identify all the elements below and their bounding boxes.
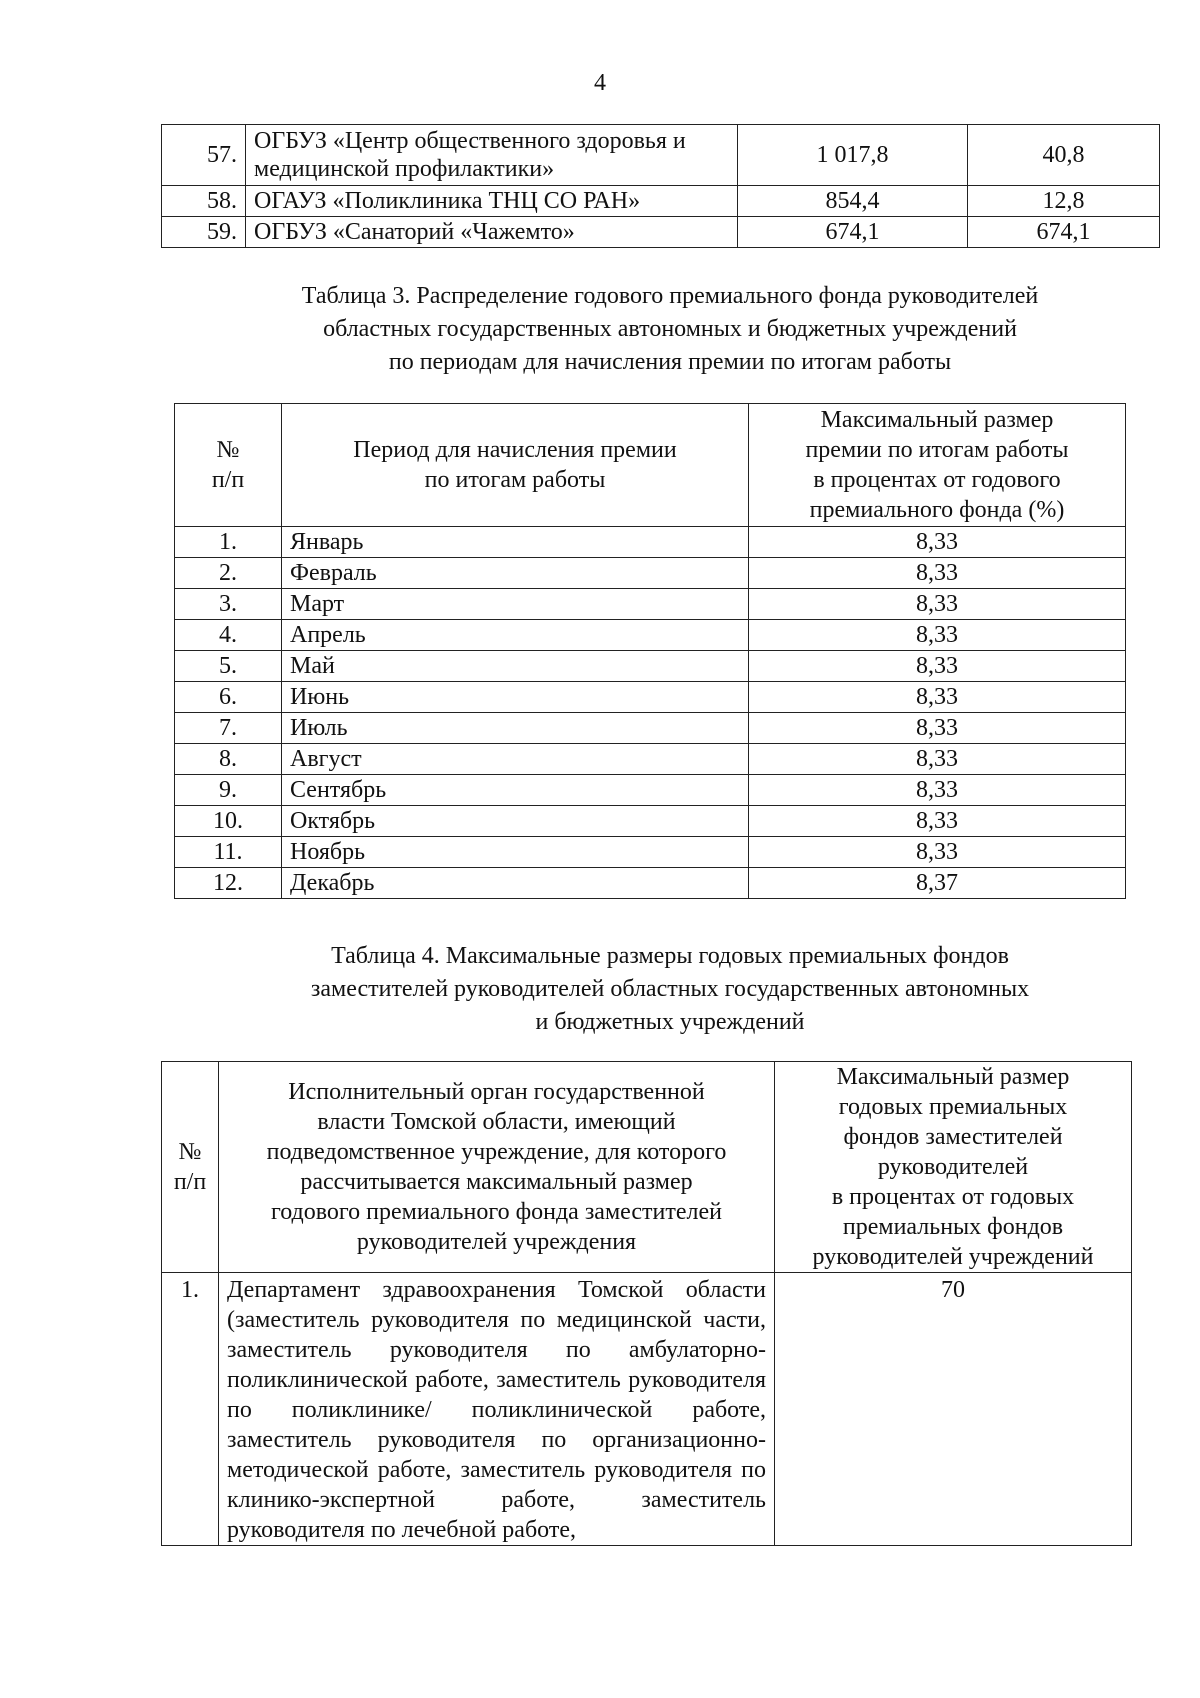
table4-caption bbox=[240, 940, 1100, 1039]
value-cell: 854,4 bbox=[738, 186, 968, 217]
caption-line: по периодам для начисления премии по итогам работы bbox=[388, 349, 952, 375]
period-cell: Апрель bbox=[282, 620, 749, 651]
table-row bbox=[175, 806, 1126, 837]
value-cell: 12,8 bbox=[968, 186, 1160, 217]
percent-cell: 8,33 bbox=[749, 744, 1126, 775]
header-num bbox=[175, 404, 282, 527]
value-cell: 1 017,8 bbox=[738, 125, 968, 186]
period-cell: Январь bbox=[282, 527, 749, 558]
table-row bbox=[175, 527, 1126, 558]
value-cell: 674,1 bbox=[968, 217, 1160, 248]
header-num bbox=[162, 1062, 219, 1273]
header-line: фондов заместителей bbox=[843, 1124, 1063, 1150]
header-line: п/п bbox=[211, 467, 245, 493]
caption-line: областных государственных автономных и бюджетных учреждений bbox=[323, 316, 1017, 342]
table-row bbox=[175, 713, 1126, 744]
header-line: рассчитывается максимальный размер bbox=[300, 1169, 693, 1195]
header-line: Максимальный размер bbox=[820, 407, 1054, 433]
header-line: руководителей учреждений bbox=[812, 1244, 1094, 1270]
percent-cell: 8,37 bbox=[749, 868, 1126, 899]
percent-cell: 8,33 bbox=[749, 527, 1126, 558]
header-line: руководителей bbox=[877, 1154, 1029, 1180]
header-line: Максимальный размер bbox=[836, 1064, 1070, 1090]
row-number: 7. bbox=[175, 713, 282, 744]
value-cell: 674,1 bbox=[738, 217, 968, 248]
header-line: подведомственное учреждение, для которого bbox=[266, 1139, 727, 1165]
percent-cell: 8,33 bbox=[749, 713, 1126, 744]
table3-body bbox=[175, 527, 1126, 899]
table-row bbox=[175, 775, 1126, 806]
table-row bbox=[162, 1273, 1132, 1546]
percent-cell: 8,33 bbox=[749, 620, 1126, 651]
header-line: по итогам работы bbox=[424, 467, 606, 493]
table-row bbox=[175, 589, 1126, 620]
table-row bbox=[175, 744, 1126, 775]
organization-cell: Департамент здравоохранения Томской области (заместитель руководителя по медицинской части, заместитель руководителя по амбулаторно-поликлинической работе, заместитель руководителя по поликлинике/ поликлинической работе, заместитель руководителя по организационно-методической работе, заместитель руководителя по клинико-экспертной работе, заместитель руководителя по лечебной работе, bbox=[219, 1273, 775, 1546]
header-line: в процентах от годовых bbox=[831, 1184, 1075, 1210]
row-number: 1. bbox=[175, 527, 282, 558]
page-number: 4 bbox=[594, 70, 606, 96]
table-header-row bbox=[175, 404, 1126, 527]
caption-line: Таблица 4. Максимальные размеры годовых премиальных фондов bbox=[331, 943, 1009, 969]
row-number: 6. bbox=[175, 682, 282, 713]
table3-caption bbox=[240, 280, 1100, 379]
table-row bbox=[162, 217, 1160, 248]
header-line: премиального фонда (%) bbox=[809, 497, 1065, 523]
row-number: 4. bbox=[175, 620, 282, 651]
header-line: руководителей учреждения bbox=[356, 1229, 637, 1255]
period-cell: Август bbox=[282, 744, 749, 775]
value-cell: 40,8 bbox=[968, 125, 1160, 186]
row-number: 9. bbox=[175, 775, 282, 806]
header-line: годового премиального фонда заместителей bbox=[270, 1199, 722, 1225]
percent-cell: 8,33 bbox=[749, 775, 1126, 806]
table-row bbox=[175, 868, 1126, 899]
header-period bbox=[282, 404, 749, 527]
table-row bbox=[162, 125, 1160, 186]
table-row bbox=[175, 682, 1126, 713]
header-line: № bbox=[216, 437, 240, 463]
row-number: 3. bbox=[175, 589, 282, 620]
row-number: 2. bbox=[175, 558, 282, 589]
row-number: 12. bbox=[175, 868, 282, 899]
period-cell: Февраль bbox=[282, 558, 749, 589]
table-row bbox=[175, 651, 1126, 682]
row-number: 59. bbox=[162, 217, 246, 248]
caption-line: и бюджетных учреждений bbox=[535, 1009, 805, 1035]
table-header-row bbox=[162, 1062, 1132, 1273]
percent-cell: 8,33 bbox=[749, 589, 1126, 620]
institution-name: ОГБУЗ «Санаторий «Чажемто» bbox=[246, 217, 738, 248]
period-cell: Июль bbox=[282, 713, 749, 744]
percent-cell: 8,33 bbox=[749, 682, 1126, 713]
institution-name: ОГБУЗ «Центр общественного здоровья и медицинской профилактики» bbox=[246, 125, 738, 186]
row-number: 1. bbox=[162, 1273, 219, 1546]
table4 bbox=[161, 1061, 1132, 1546]
header-line: власти Томской области, имеющий bbox=[317, 1109, 676, 1135]
header-line: премии по итогам работы bbox=[805, 437, 1069, 463]
header-line: годовых премиальных bbox=[838, 1094, 1068, 1120]
header-percent bbox=[749, 404, 1126, 527]
header-line: № bbox=[178, 1139, 202, 1165]
header-organization bbox=[219, 1062, 775, 1273]
institution-name: ОГАУЗ «Поликлиника ТНЦ СО РАН» bbox=[246, 186, 738, 217]
header-percent bbox=[775, 1062, 1132, 1273]
percent-cell: 70 bbox=[775, 1273, 1132, 1546]
row-number: 58. bbox=[162, 186, 246, 217]
period-cell: Сентябрь bbox=[282, 775, 749, 806]
header-line: Исполнительный орган государственной bbox=[288, 1079, 705, 1105]
period-cell: Май bbox=[282, 651, 749, 682]
period-cell: Октябрь bbox=[282, 806, 749, 837]
percent-cell: 8,33 bbox=[749, 558, 1126, 589]
row-number: 8. bbox=[175, 744, 282, 775]
header-line: премиальных фондов bbox=[842, 1214, 1064, 1240]
table-row bbox=[175, 620, 1126, 651]
table-continuation bbox=[161, 124, 1160, 248]
table3 bbox=[174, 403, 1126, 899]
table-row bbox=[175, 837, 1126, 868]
period-cell: Декабрь bbox=[282, 868, 749, 899]
period-cell: Июнь bbox=[282, 682, 749, 713]
row-number: 57. bbox=[162, 125, 246, 186]
percent-cell: 8,33 bbox=[749, 837, 1126, 868]
caption-line: заместителей руководителей областных государственных автономных bbox=[310, 976, 1030, 1002]
percent-cell: 8,33 bbox=[749, 651, 1126, 682]
row-number: 5. bbox=[175, 651, 282, 682]
table-row bbox=[162, 186, 1160, 217]
header-line: п/п bbox=[173, 1169, 207, 1195]
header-line: Период для начисления премии bbox=[353, 437, 677, 463]
table-row bbox=[175, 558, 1126, 589]
row-number: 10. bbox=[175, 806, 282, 837]
period-cell: Март bbox=[282, 589, 749, 620]
percent-cell: 8,33 bbox=[749, 806, 1126, 837]
period-cell: Ноябрь bbox=[282, 837, 749, 868]
header-line: в процентах от годового bbox=[813, 467, 1061, 493]
caption-line: Таблица 3. Распределение годового премиального фонда руководителей bbox=[301, 283, 1039, 309]
row-number: 11. bbox=[175, 837, 282, 868]
